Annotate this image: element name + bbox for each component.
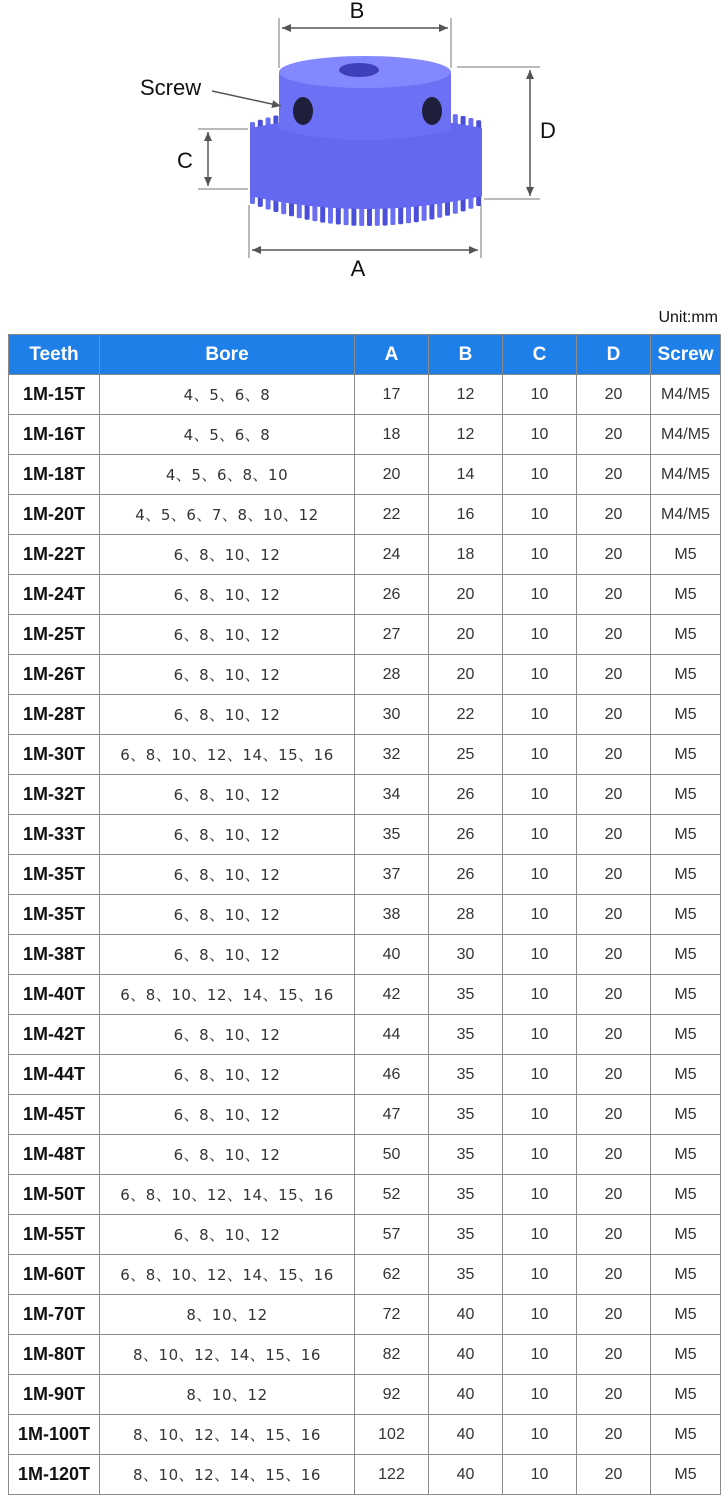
cell-b: 40 [429, 1375, 503, 1415]
table-row [9, 1135, 721, 1175]
cell-a: 122 [355, 1455, 429, 1495]
cell-c: 10 [503, 375, 577, 415]
cell-c: 10 [503, 1375, 577, 1415]
cell-screw: M5 [651, 1015, 721, 1055]
cell-c: 10 [503, 1095, 577, 1135]
column-header-teeth: Teeth [9, 335, 100, 375]
cell-a: 82 [355, 1335, 429, 1375]
gear-diagram [0, 0, 728, 300]
cell-c: 10 [503, 415, 577, 455]
cell-b: 35 [429, 1055, 503, 1095]
cell-bore: 6、8、10、12 [100, 575, 355, 615]
cell-teeth: 1M-32T [9, 775, 100, 815]
cell-screw: M5 [651, 1055, 721, 1095]
cell-bore: 6、8、10、12、14、15、16 [100, 975, 355, 1015]
cell-c: 10 [503, 695, 577, 735]
cell-screw: M5 [651, 1335, 721, 1375]
screw-hole-left-icon [293, 97, 313, 125]
cell-screw: M5 [651, 1375, 721, 1415]
cell-c: 10 [503, 1335, 577, 1375]
cell-d: 20 [577, 975, 651, 1015]
cell-bore: 6、8、10、12、14、15、16 [100, 1175, 355, 1215]
cell-teeth: 1M-100T [9, 1415, 100, 1455]
cell-a: 42 [355, 975, 429, 1015]
cell-a: 52 [355, 1175, 429, 1215]
cell-d: 20 [577, 855, 651, 895]
cell-screw: M5 [651, 1415, 721, 1455]
cell-teeth: 1M-70T [9, 1295, 100, 1335]
cell-bore: 6、8、10、12 [100, 935, 355, 975]
cell-b: 20 [429, 575, 503, 615]
screw-hole-right-icon [422, 97, 442, 125]
cell-bore: 6、8、10、12 [100, 695, 355, 735]
cell-d: 20 [577, 1375, 651, 1415]
cell-bore: 4、5、6、8、10 [100, 455, 355, 495]
cell-a: 72 [355, 1295, 429, 1335]
table-row [9, 775, 721, 815]
cell-b: 35 [429, 1095, 503, 1135]
cell-b: 40 [429, 1335, 503, 1375]
cell-d: 20 [577, 615, 651, 655]
cell-a: 50 [355, 1135, 429, 1175]
cell-c: 10 [503, 1255, 577, 1295]
cell-bore: 6、8、10、12 [100, 815, 355, 855]
cell-a: 17 [355, 375, 429, 415]
cell-a: 22 [355, 495, 429, 535]
cell-a: 20 [355, 455, 429, 495]
cell-c: 10 [503, 1175, 577, 1215]
cell-teeth: 1M-38T [9, 935, 100, 975]
table-row [9, 1415, 721, 1455]
screw-callout-arrow [212, 91, 281, 106]
table-row [9, 575, 721, 615]
cell-b: 35 [429, 1255, 503, 1295]
cell-d: 20 [577, 415, 651, 455]
cell-teeth: 1M-28T [9, 695, 100, 735]
dim-c-label: C [177, 148, 193, 173]
cell-bore: 6、8、10、12 [100, 615, 355, 655]
cell-c: 10 [503, 975, 577, 1015]
table-row [9, 535, 721, 575]
column-header-a: A [355, 335, 429, 375]
table-row [9, 935, 721, 975]
cell-c: 10 [503, 1215, 577, 1255]
table-row [9, 1015, 721, 1055]
cell-b: 20 [429, 615, 503, 655]
cell-bore: 6、8、10、12 [100, 855, 355, 895]
cell-b: 14 [429, 455, 503, 495]
cell-screw: M5 [651, 975, 721, 1015]
table-row [9, 1095, 721, 1135]
cell-b: 40 [429, 1295, 503, 1335]
cell-c: 10 [503, 775, 577, 815]
table-row [9, 815, 721, 855]
unit-note: Unit:mm [658, 309, 718, 326]
cell-screw: M4/M5 [651, 455, 721, 495]
cell-b: 35 [429, 1015, 503, 1055]
cell-screw: M5 [651, 615, 721, 655]
cell-bore: 8、10、12 [100, 1375, 355, 1415]
cell-teeth: 1M-44T [9, 1055, 100, 1095]
table-row [9, 975, 721, 1015]
cell-screw: M5 [651, 1295, 721, 1335]
cell-c: 10 [503, 815, 577, 855]
cell-b: 16 [429, 495, 503, 535]
cell-a: 27 [355, 615, 429, 655]
cell-a: 46 [355, 1055, 429, 1095]
cell-c: 10 [503, 1415, 577, 1455]
cell-bore: 6、8、10、12、14、15、16 [100, 735, 355, 775]
dim-b-label: B [349, 0, 365, 23]
cell-d: 20 [577, 775, 651, 815]
table-row [9, 455, 721, 495]
cell-a: 44 [355, 1015, 429, 1055]
dim-a-label: A [350, 256, 366, 281]
cell-c: 10 [503, 1015, 577, 1055]
cell-c: 10 [503, 615, 577, 655]
cell-c: 10 [503, 1295, 577, 1335]
table-row [9, 855, 721, 895]
cell-b: 28 [429, 895, 503, 935]
cell-b: 12 [429, 375, 503, 415]
column-header-screw: Screw [651, 335, 721, 375]
table-row [9, 1175, 721, 1215]
table-row [9, 415, 721, 455]
cell-a: 38 [355, 895, 429, 935]
cell-a: 92 [355, 1375, 429, 1415]
cell-d: 20 [577, 1415, 651, 1455]
cell-d: 20 [577, 1135, 651, 1175]
cell-b: 26 [429, 855, 503, 895]
cell-c: 10 [503, 575, 577, 615]
cell-bore: 8、10、12、14、15、16 [100, 1455, 355, 1495]
cell-teeth: 1M-22T [9, 535, 100, 575]
cell-screw: M5 [651, 815, 721, 855]
cell-teeth: 1M-80T [9, 1335, 100, 1375]
cell-d: 20 [577, 495, 651, 535]
cell-c: 10 [503, 535, 577, 575]
column-header-d: D [577, 335, 651, 375]
cell-a: 34 [355, 775, 429, 815]
cell-teeth: 1M-42T [9, 1015, 100, 1055]
cell-screw: M5 [651, 535, 721, 575]
cell-b: 26 [429, 815, 503, 855]
cell-teeth: 1M-50T [9, 1175, 100, 1215]
column-header-bore: Bore [100, 335, 355, 375]
cell-b: 35 [429, 1175, 503, 1215]
cell-d: 20 [577, 1095, 651, 1135]
bore-hole [339, 63, 379, 77]
cell-a: 18 [355, 415, 429, 455]
cell-screw: M5 [651, 735, 721, 775]
cell-b: 20 [429, 655, 503, 695]
cell-bore: 8、10、12 [100, 1295, 355, 1335]
cell-bore: 6、8、10、12 [100, 895, 355, 935]
cell-screw: M5 [651, 1215, 721, 1255]
cell-teeth: 1M-35T [9, 895, 100, 935]
table-row [9, 1295, 721, 1335]
cell-c: 10 [503, 1135, 577, 1175]
cell-d: 20 [577, 455, 651, 495]
cell-screw: M5 [651, 855, 721, 895]
cell-teeth: 1M-60T [9, 1255, 100, 1295]
cell-screw: M5 [651, 695, 721, 735]
cell-b: 40 [429, 1455, 503, 1495]
cell-teeth: 1M-15T [9, 375, 100, 415]
cell-a: 102 [355, 1415, 429, 1455]
cell-d: 20 [577, 1015, 651, 1055]
cell-screw: M5 [651, 935, 721, 975]
table-row [9, 655, 721, 695]
cell-d: 20 [577, 1255, 651, 1295]
table-row [9, 1335, 721, 1375]
spec-table [8, 334, 721, 1495]
cell-bore: 4、5、6、8 [100, 415, 355, 455]
cell-b: 40 [429, 1415, 503, 1455]
cell-bore: 8、10、12、14、15、16 [100, 1335, 355, 1375]
table-row [9, 495, 721, 535]
cell-d: 20 [577, 655, 651, 695]
cell-screw: M5 [651, 575, 721, 615]
cell-bore: 6、8、10、12 [100, 1135, 355, 1175]
cell-teeth: 1M-25T [9, 615, 100, 655]
column-header-b: B [429, 335, 503, 375]
cell-a: 28 [355, 655, 429, 695]
cell-d: 20 [577, 1055, 651, 1095]
cell-screw: M5 [651, 1455, 721, 1495]
table-row [9, 1255, 721, 1295]
cell-a: 30 [355, 695, 429, 735]
cell-teeth: 1M-18T [9, 455, 100, 495]
cell-d: 20 [577, 1455, 651, 1495]
cell-c: 10 [503, 495, 577, 535]
cell-a: 37 [355, 855, 429, 895]
cell-d: 20 [577, 735, 651, 775]
cell-c: 10 [503, 895, 577, 935]
cell-d: 20 [577, 1335, 651, 1375]
cell-bore: 8、10、12、14、15、16 [100, 1415, 355, 1455]
table-row [9, 735, 721, 775]
cell-b: 35 [429, 1135, 503, 1175]
cell-d: 20 [577, 895, 651, 935]
table-row [9, 1375, 721, 1415]
cell-screw: M5 [651, 655, 721, 695]
cell-a: 62 [355, 1255, 429, 1295]
cell-teeth: 1M-16T [9, 415, 100, 455]
cell-bore: 6、8、10、12 [100, 1215, 355, 1255]
cell-a: 26 [355, 575, 429, 615]
table-header-row [9, 335, 721, 375]
cell-a: 40 [355, 935, 429, 975]
cell-bore: 6、8、10、12 [100, 1095, 355, 1135]
cell-bore: 6、8、10、12 [100, 1015, 355, 1055]
cell-teeth: 1M-55T [9, 1215, 100, 1255]
cell-c: 10 [503, 1055, 577, 1095]
cell-bore: 6、8、10、12 [100, 1055, 355, 1095]
cell-d: 20 [577, 575, 651, 615]
cell-a: 24 [355, 535, 429, 575]
cell-screw: M5 [651, 1255, 721, 1295]
cell-d: 20 [577, 935, 651, 975]
cell-d: 20 [577, 1175, 651, 1215]
cell-b: 18 [429, 535, 503, 575]
cell-teeth: 1M-45T [9, 1095, 100, 1135]
cell-b: 25 [429, 735, 503, 775]
cell-c: 10 [503, 655, 577, 695]
cell-bore: 6、8、10、12 [100, 655, 355, 695]
cell-screw: M5 [651, 895, 721, 935]
cell-b: 30 [429, 935, 503, 975]
cell-bore: 6、8、10、12 [100, 775, 355, 815]
table-row [9, 615, 721, 655]
cell-teeth: 1M-48T [9, 1135, 100, 1175]
cell-bore: 4、5、6、7、8、10、12 [100, 495, 355, 535]
cell-d: 20 [577, 815, 651, 855]
cell-teeth: 1M-35T [9, 855, 100, 895]
table-row [9, 695, 721, 735]
cell-b: 12 [429, 415, 503, 455]
dim-d-label: D [540, 118, 556, 143]
cell-d: 20 [577, 1215, 651, 1255]
table-row [9, 1055, 721, 1095]
table-row [9, 1455, 721, 1495]
table-row [9, 895, 721, 935]
cell-bore: 6、8、10、12 [100, 535, 355, 575]
cell-c: 10 [503, 855, 577, 895]
cell-screw: M5 [651, 775, 721, 815]
table-row [9, 375, 721, 415]
cell-b: 22 [429, 695, 503, 735]
cell-a: 32 [355, 735, 429, 775]
cell-a: 57 [355, 1215, 429, 1255]
cell-teeth: 1M-20T [9, 495, 100, 535]
cell-d: 20 [577, 695, 651, 735]
table-row [9, 1215, 721, 1255]
cell-screw: M4/M5 [651, 375, 721, 415]
cell-teeth: 1M-24T [9, 575, 100, 615]
cell-teeth: 1M-40T [9, 975, 100, 1015]
column-header-c: C [503, 335, 577, 375]
cell-c: 10 [503, 1455, 577, 1495]
cell-c: 10 [503, 455, 577, 495]
cell-teeth: 1M-90T [9, 1375, 100, 1415]
cell-d: 20 [577, 1295, 651, 1335]
cell-a: 47 [355, 1095, 429, 1135]
cell-d: 20 [577, 375, 651, 415]
cell-b: 35 [429, 975, 503, 1015]
cell-teeth: 1M-30T [9, 735, 100, 775]
cell-bore: 4、5、6、8 [100, 375, 355, 415]
cell-screw: M5 [651, 1175, 721, 1215]
cell-teeth: 1M-33T [9, 815, 100, 855]
cell-screw: M4/M5 [651, 415, 721, 455]
screw-label: Screw [140, 75, 202, 100]
cell-b: 26 [429, 775, 503, 815]
cell-teeth: 1M-120T [9, 1455, 100, 1495]
cell-d: 20 [577, 535, 651, 575]
cell-screw: M5 [651, 1135, 721, 1175]
cell-c: 10 [503, 735, 577, 775]
cell-screw: M4/M5 [651, 495, 721, 535]
cell-bore: 6、8、10、12、14、15、16 [100, 1255, 355, 1295]
cell-b: 35 [429, 1215, 503, 1255]
cell-a: 35 [355, 815, 429, 855]
cell-c: 10 [503, 935, 577, 975]
cell-screw: M5 [651, 1095, 721, 1135]
cell-teeth: 1M-26T [9, 655, 100, 695]
